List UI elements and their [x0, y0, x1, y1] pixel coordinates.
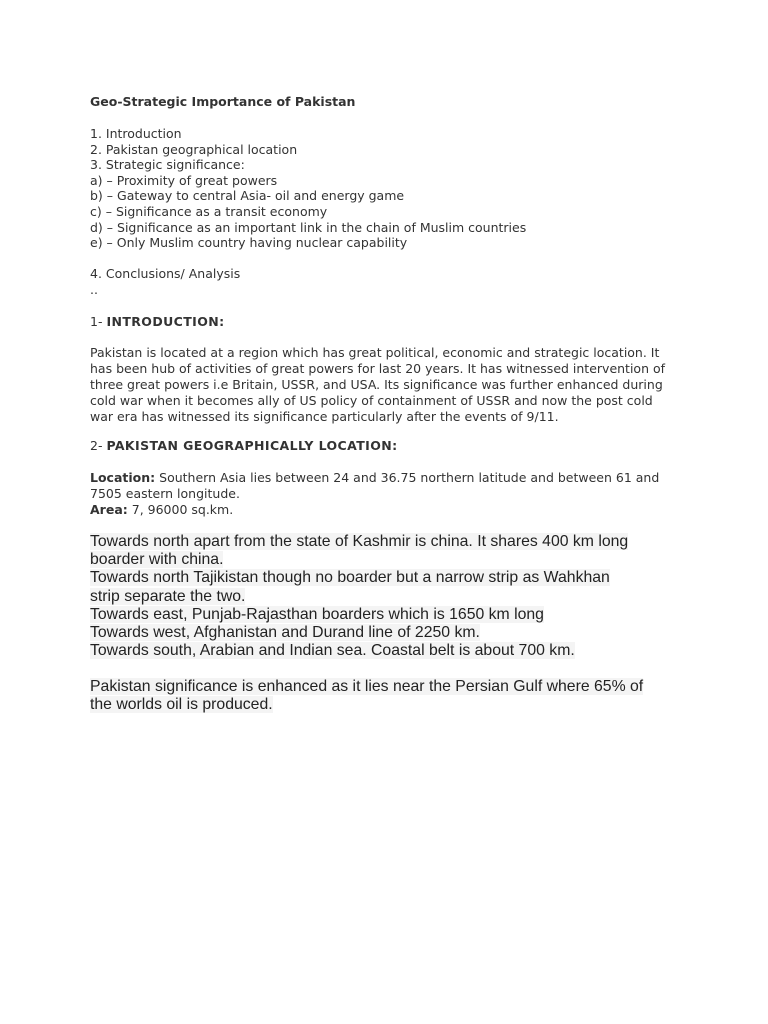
- section-title: PAKISTAN GEOGRAPHICALLY LOCATION:: [106, 438, 398, 453]
- outline-item: d) – Significance as an important link in the chain of Muslim countries: [90, 219, 527, 235]
- outline-item: a) – Proximity of great powers: [90, 172, 278, 188]
- border-line: strip separate the two.: [90, 587, 246, 605]
- section-heading-location: [90, 438, 398, 453]
- outline-item: c) – Significance as a transit economy: [90, 203, 328, 219]
- paragraph-line: war era has witnessed its significance particularly after the events of 9/11.: [90, 409, 559, 424]
- border-line: Towards north Tajikistan though no boarder but a narrow strip as Wahkhan: [90, 569, 610, 587]
- conclusions-block: [90, 266, 240, 297]
- paragraph-line: Pakistan is located at a region which has great political, economic and strategic location. It: [90, 345, 660, 360]
- introduction-paragraph: [90, 345, 680, 425]
- document-title: Geo-Strategic Importance of Pakistan: [90, 94, 356, 109]
- area-line: [90, 502, 690, 518]
- paragraph-line: cold war when it becomes ally of US policy of containment of USSR and now the post cold: [90, 393, 653, 408]
- location-text: Southern Asia lies between 24 and 36.75 northern latitude and between 61 and: [155, 470, 660, 485]
- border-line: Towards east, Punjab-Rajasthan boarders which is 1650 km long: [90, 605, 544, 623]
- paragraph-line: three great powers i.e Britain, USSR, and USA. Its significance was further enhanced during: [90, 377, 663, 392]
- outline-item-conclusions: 4. Conclusions/ Analysis: [90, 266, 241, 281]
- paragraph-line: has been hub of activities of great powers for last 20 years. It has witnessed intervention of: [90, 361, 666, 376]
- outline-item: 1. Introduction: [90, 126, 182, 141]
- location-line-2: 7505 eastern longitude.: [90, 486, 240, 501]
- outline-list: [90, 126, 526, 251]
- significance-line: the worlds oil is produced.: [90, 696, 273, 714]
- border-line: boarder with china.: [90, 551, 224, 569]
- border-line: Towards west, Afghanistan and Durand line of 2250 km.: [90, 624, 480, 642]
- location-line: [90, 470, 690, 486]
- area-text: 7, 96000 sq.km.: [127, 502, 234, 517]
- border-line: Towards north apart from the state of Kashmir is china. It shares 400 km long: [90, 533, 629, 550]
- section-heading-introduction: [90, 314, 225, 329]
- significance-paragraph: [90, 678, 700, 714]
- section-title: INTRODUCTION:: [106, 314, 225, 329]
- borders-block: [90, 533, 700, 660]
- border-line: Towards south, Arabian and Indian sea. Coastal belt is about 700 km.: [90, 642, 575, 660]
- location-label: Location:: [90, 470, 156, 485]
- outline-item: e) – Only Muslim country having nuclear capability: [90, 235, 408, 251]
- area-label: Area:: [90, 502, 128, 517]
- outline-item: 2. Pakistan geographical location: [90, 141, 298, 157]
- outline-item: b) – Gateway to central Asia- oil and energy game: [90, 188, 405, 204]
- outline-item: 3. Strategic significance:: [90, 157, 245, 173]
- section-number: 1-: [90, 314, 107, 329]
- separator-dots: ..: [90, 281, 98, 297]
- location-block: [90, 470, 690, 518]
- significance-line: Pakistan significance is enhanced as it lies near the Persian Gulf where 65% of: [90, 678, 644, 695]
- section-number: 2-: [90, 438, 107, 453]
